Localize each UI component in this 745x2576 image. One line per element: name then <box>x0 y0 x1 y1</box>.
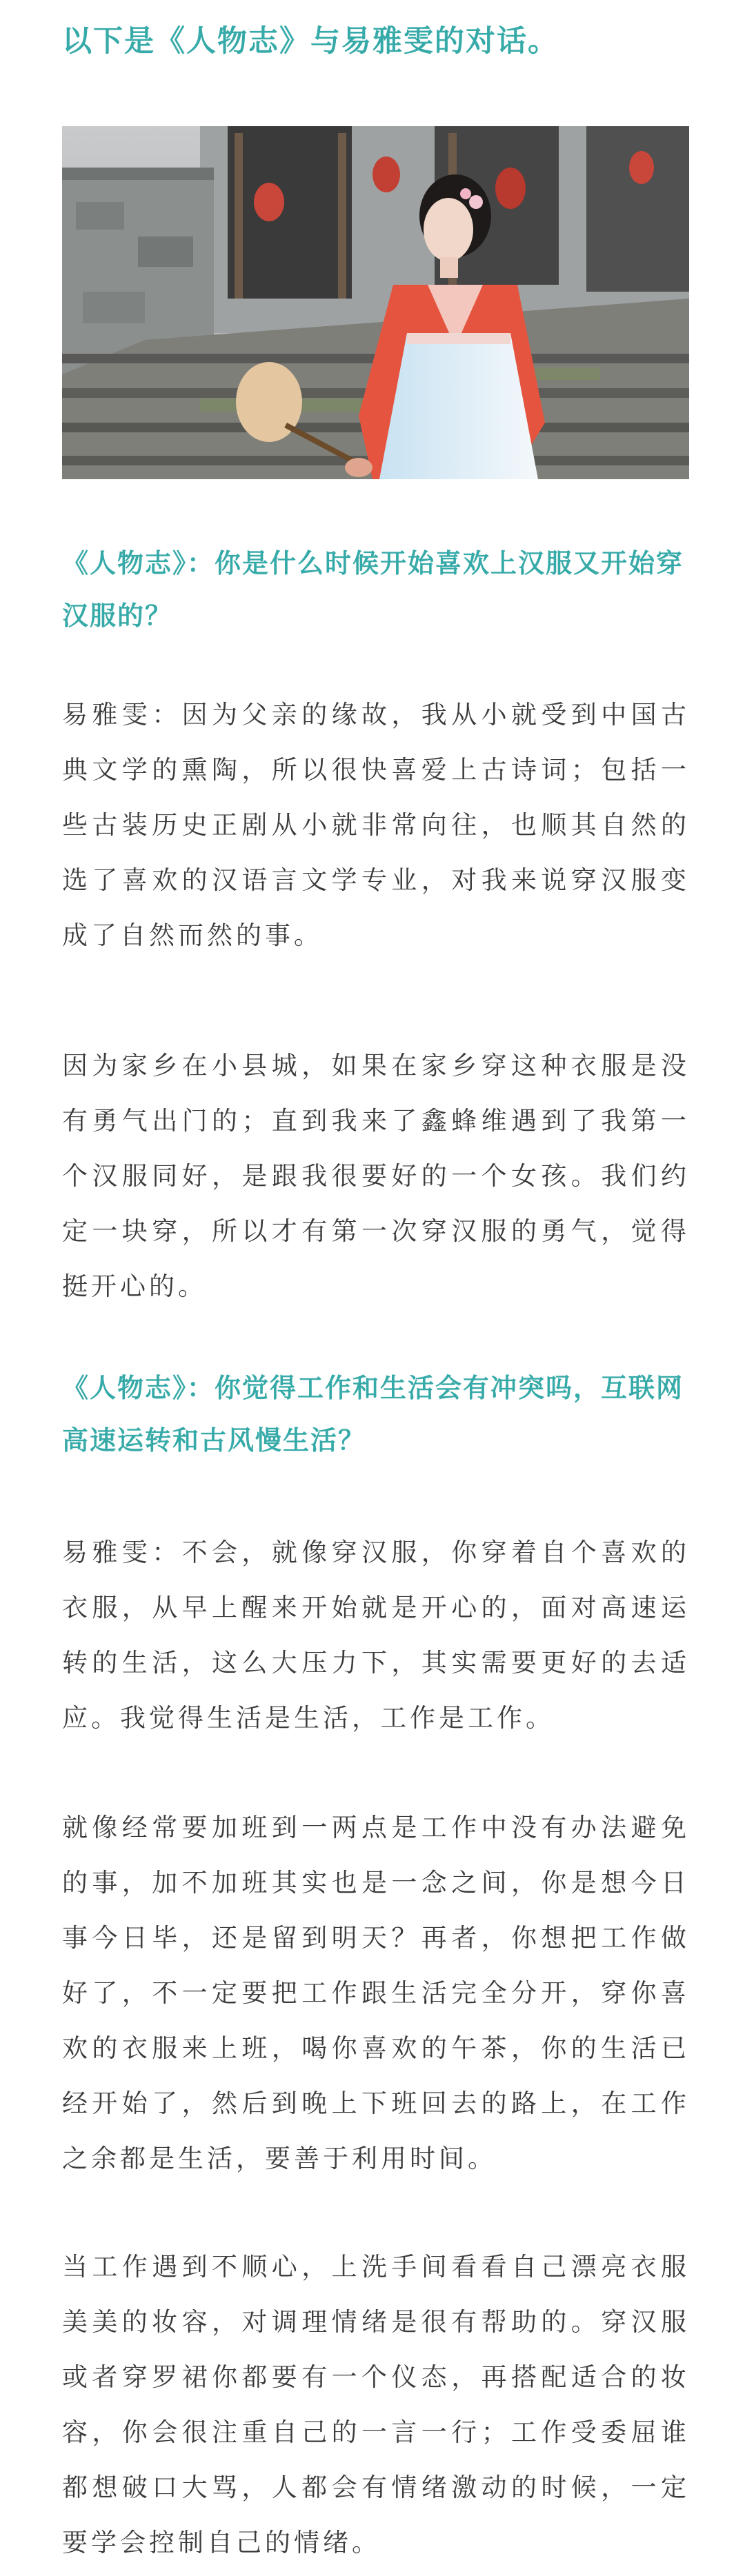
answer-paragraph-1: 易雅雯：因为父亲的缘故，我从小就受到中国古典文学的熏陶，所以很快喜爱上古诗词；包括一些古装历史正剧从小就非常向往，也顺其自然的选了喜欢的汉语言文学专业，对我来说穿汉服变成了自然而然的事。 <box>62 700 690 950</box>
answer-paragraph-5: 当工作遇到不顺心，上洗手间看看自己漂亮衣服美美的妆容，对调理情绪是很有帮助的。穿汉服或者穿罗裙你都要有一个仪态，再搭配适合的妆容，你会很注重自己的一言一行；工作受委屈谁都想破口大骂，人都会有情绪激动的时候，一定要学会控制自己的情绪。 <box>62 2252 690 2557</box>
answer-paragraph-4: 就像经常要加班到一两点是工作中没有办法避免的事，加不加班其实也是一念之间，你是想今日事今日毕，还是留到明天？再者，你想把工作做好了，不一定要把工作跟生活完全分开，穿你喜欢的衣服来上班，喝你喜欢的午茶，你的生活已经开始了，然后到晚上下班回去的路上，在工作之余都是生活，要善于利用时间。 <box>62 1813 690 2173</box>
article-photo <box>62 126 689 479</box>
intro-line: 以下是《人物志》与易雅雯的对话。 <box>62 24 559 59</box>
answer-paragraph-3: 易雅雯：不会，就像穿汉服，你穿着自个喜欢的衣服，从早上醒来开始就是开心的，面对高速运转的生活，这么大压力下，其实需要更好的去适应。我觉得生活是生活，工作是工作。 <box>62 1538 690 1733</box>
question-heading-2: 《人物志》：你觉得工作和生活会有冲突吗，互联网高速运转和古风慢生活？ <box>62 1373 684 1456</box>
question-heading-1: 《人物志》：你是什么时候开始喜欢上汉服又开始穿汉服的？ <box>62 548 684 631</box>
answer-paragraph-2: 因为家乡在小县城，如果在家乡穿这种衣服是没有勇气出门的；直到我来了鑫蜂维遇到了我第一个汉服同好，是跟我很要好的一个女孩。我们约定一块穿，所以才有第一次穿汉服的勇气，觉得挺开心的。 <box>62 1051 690 1301</box>
